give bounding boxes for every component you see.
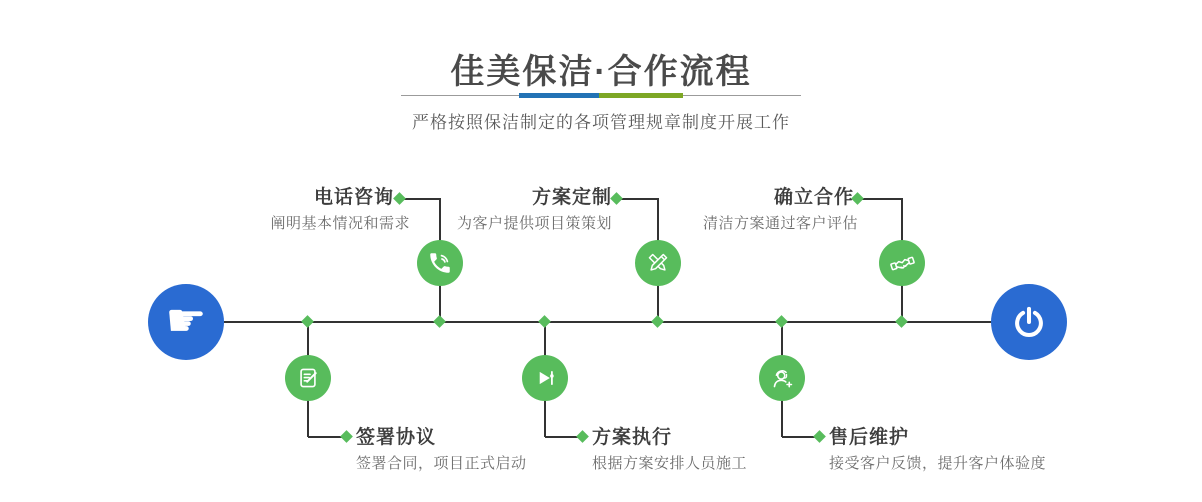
node-phone: [417, 240, 463, 286]
label-diamond: [340, 430, 353, 443]
connector-confirm-h: [860, 198, 903, 200]
node-exec: [522, 355, 568, 401]
step-desc: 接受客户反馈，提升客户体验度: [829, 455, 1047, 472]
pointing-hand-icon: ☛: [165, 293, 207, 346]
step-phone-consult: [270, 186, 410, 235]
step-title: 电话咨询: [313, 187, 394, 208]
page-title: 佳美保洁·合作流程: [450, 53, 752, 91]
step-confirm-cooperation: [703, 186, 858, 235]
node-plan: [635, 240, 681, 286]
timeline-diamond: [775, 315, 788, 328]
divider-blue-segment: [519, 93, 599, 98]
step-sign-agreement: [356, 426, 527, 475]
timeline-diamond: [651, 315, 664, 328]
end-node: [991, 284, 1067, 360]
phone-icon: [427, 250, 453, 276]
step-title: 售后维护: [829, 427, 910, 448]
timeline-main-line: [224, 321, 992, 323]
connector-plan-h: [619, 198, 659, 200]
label-diamond: [813, 430, 826, 443]
step-title: 方案执行: [592, 427, 673, 448]
step-desc: 签署合同，项目正式启动: [356, 455, 527, 472]
start-node: [148, 284, 224, 360]
step-desc: 根据方案安排人员施工: [592, 455, 748, 472]
connector-exec-h: [545, 436, 580, 438]
connector-after-h: [782, 436, 817, 438]
handshake-icon: [889, 250, 916, 277]
timeline-diamond: [433, 315, 446, 328]
node-sign: [285, 355, 331, 401]
node-confirm: [879, 240, 925, 286]
page-subtitle: 严格按照保洁制定的各项管理规章制度开展工作: [412, 113, 790, 132]
step-plan-custom: [457, 186, 612, 235]
step-desc: 阐明基本情况和需求: [270, 215, 410, 232]
headset-person-icon: [769, 365, 796, 392]
connector-sign-h: [308, 436, 344, 438]
label-diamond: [610, 192, 623, 205]
step-title: 方案定制: [531, 187, 612, 208]
power-icon: [1010, 303, 1048, 341]
play-slider-icon: [532, 365, 558, 391]
step-aftersale-maintenance: [829, 426, 1046, 475]
step-desc: 为客户提供项目策策划: [456, 215, 612, 232]
divider-green-segment: [599, 93, 683, 98]
step-desc: 清洁方案通过客户评估: [702, 215, 858, 232]
timeline-diamond: [301, 315, 314, 328]
step-title: 确立合作: [773, 187, 854, 208]
divider-accent-bar: [519, 93, 683, 98]
timeline-diamond: [895, 315, 908, 328]
timeline-diamond: [538, 315, 551, 328]
document-pen-icon: [295, 365, 321, 391]
node-after: [759, 355, 805, 401]
title-divider: [401, 95, 801, 96]
crossed-pencils-icon: [645, 250, 671, 276]
step-plan-execution: [592, 426, 747, 475]
step-title: 签署协议: [356, 427, 437, 448]
label-diamond: [576, 430, 589, 443]
